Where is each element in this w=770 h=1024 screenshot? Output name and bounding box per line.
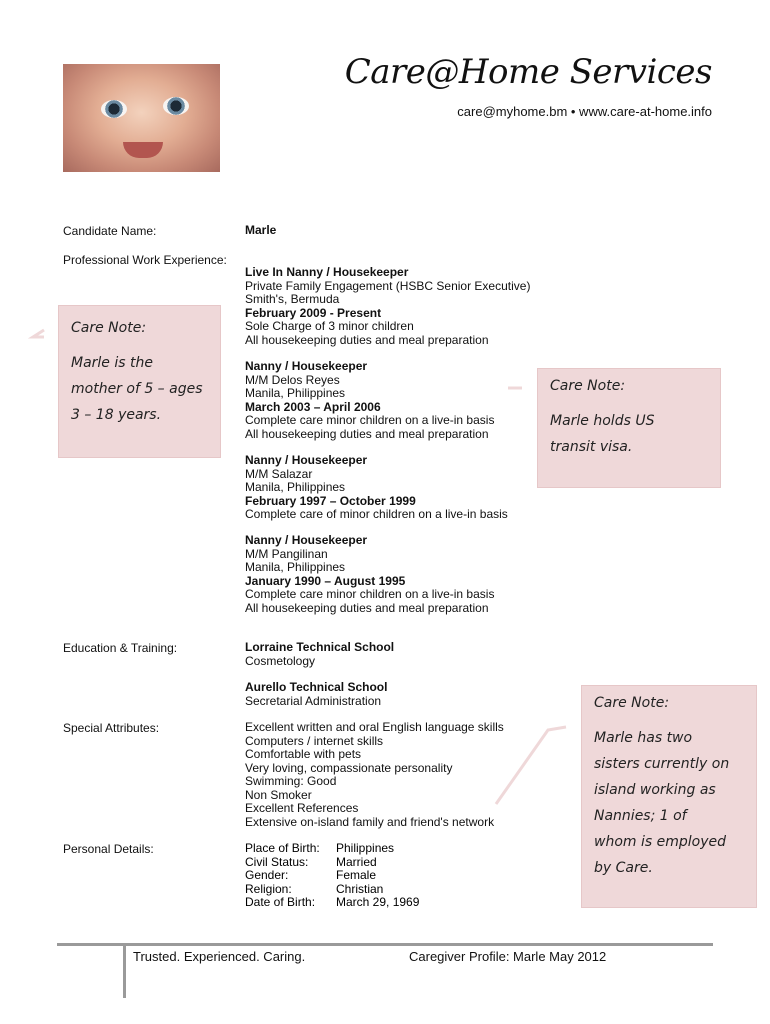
list-item: Very loving, compassionate personality — [245, 760, 453, 775]
personal-details-label: Personal Details: — [63, 842, 154, 856]
special-attributes-label: Special Attributes: — [63, 721, 160, 735]
contact-line: care@myhome.bm • www.care-at-home.info — [457, 104, 712, 119]
table-row: Date of Birth: March 29, 1969 — [245, 895, 420, 909]
footer-rule — [57, 943, 713, 946]
experience-entry: Nanny / Housekeeper M/M Delos Reyes Manila, Philippines March 2003 – April 2006 Complete care minor children on a live-in basis All housekeeping duties and meal preparation — [245, 359, 495, 441]
candidate-name-value: Marle — [245, 223, 277, 237]
list-item: Extensive on-island family and friend's network — [245, 814, 495, 829]
education-entry: Aurello Technical School Secretarial Administration — [245, 680, 388, 708]
table-row: Civil Status: Married — [245, 854, 377, 869]
work-experience-label: Professional Work Experience: — [63, 253, 227, 267]
callout-connector-1 — [33, 330, 44, 337]
brand-title: Care@Home Services — [344, 52, 712, 92]
experience-entry: Nanny / Housekeeper M/M Pangilinan Manila, Philippines January 1990 – August 1995 Complete care minor children on a live-in basis All housekeeping duties and meal preparation — [245, 533, 495, 615]
experience-entry: Live In Nanny / Housekeeper Private Family Engagement (HSBC Senior Executive) Smith's, Bermuda February 2009 - Present Sole Charge of 3 minor children All housekeeping duties and meal preparation — [245, 265, 531, 347]
list-item: Excellent References — [245, 801, 359, 815]
list-item: Excellent written and oral English language skills — [245, 720, 504, 734]
education-entry: Lorraine Technical School Cosmetology — [245, 640, 395, 668]
table-row: Place of Birth: Philippines — [245, 841, 395, 855]
table-row: Religion: Christian — [245, 881, 384, 896]
list-item: Computers / internet skills — [245, 733, 384, 748]
education-label: Education & Training: — [63, 641, 178, 655]
footer-divider — [123, 944, 126, 998]
footer-profile: Caregiver Profile: Marle May 2012 — [409, 949, 607, 964]
list-item: Comfortable with pets — [245, 747, 362, 761]
callout-connector-3 — [496, 727, 566, 804]
care-note-card: Care Note: Marle holds US transit visa. — [537, 368, 721, 488]
care-note-card: Care Note: Marle has two sisters currently on island working as Nannies; 1 of whom is employed by Care. — [581, 685, 757, 908]
list-item: Swimming: Good — [245, 774, 337, 788]
candidate-name-label: Candidate Name: — [63, 224, 157, 238]
footer-tagline: Trusted. Experienced. Caring. — [133, 949, 306, 964]
experience-entry: Nanny / Housekeeper M/M Salazar Manila, Philippines February 1997 – October 1999 Complete care of minor children on a live-in basis — [245, 453, 508, 521]
care-note-card: Care Note: Marle is the mother of 5 – ages 3 – 18 years. — [58, 305, 221, 458]
list-item: Non Smoker — [245, 787, 312, 802]
table-row: Gender: Female — [245, 868, 377, 882]
